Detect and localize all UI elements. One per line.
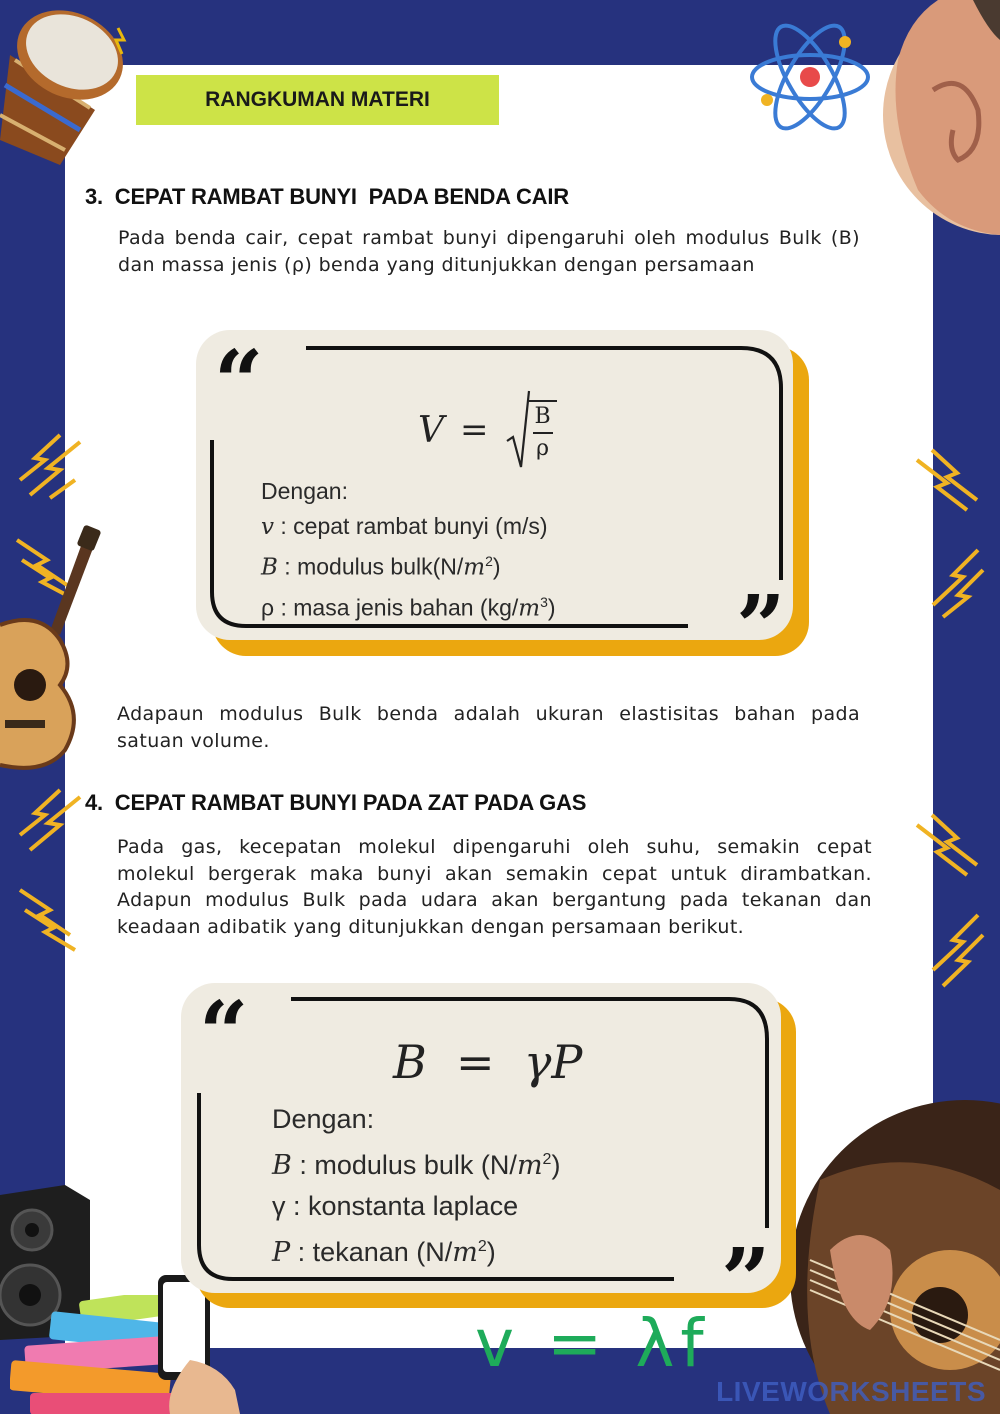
legend-exponent: 2 xyxy=(542,1150,552,1168)
bulk-velocity-formula xyxy=(418,385,557,475)
sqrt-icon xyxy=(505,389,531,471)
drum-icon xyxy=(0,0,135,175)
formula-denominator: ρ xyxy=(536,436,550,461)
legend-text: : cepat rambat bunyi (m/s) xyxy=(274,512,548,539)
section-4-intro: Pada gas, kecepatan molekul dipengaruhi oleh suhu, semakin cepat molekul bergerak maka bunyi akan semakin cepat untuk dirambatkan. Adapun modulus Bulk pada udara akan bergantung pada tekanan dan keadaan adibatik yang ditunjukkan dengan persamaan berikut. xyxy=(117,836,872,938)
legend-text: : modulus bulk (N/ xyxy=(291,1149,517,1180)
formula-numerator: B xyxy=(533,402,553,434)
lightning-icon xyxy=(15,785,90,855)
lightning-icon xyxy=(912,445,987,515)
section-3-intro: Pada benda cair, cepat rambat bunyi dipengaruhi oleh modulus Bulk (B) dan massa jenis (ρ) benda yang ditunjukkan dengan persamaan xyxy=(118,227,860,276)
formula-2-legend xyxy=(272,1099,560,1273)
ear-icon xyxy=(878,0,1000,240)
legend-line-pressure xyxy=(272,1227,560,1274)
legend-symbol: B xyxy=(272,1149,292,1181)
legend-title: Dengan: xyxy=(272,1104,375,1134)
close-quote-icon: ” xyxy=(736,577,786,640)
guitar-playing-icon xyxy=(790,1100,1000,1414)
section-banner: RANGKUMAN MATERI xyxy=(136,75,499,125)
legend-paren: ) xyxy=(551,1149,561,1180)
legend-exponent: 2 xyxy=(485,553,493,569)
legend-unit: m xyxy=(518,595,541,622)
formula-equals: = xyxy=(460,410,489,450)
legend-symbol: B xyxy=(261,554,278,581)
legend-title: Dengan: xyxy=(261,478,348,504)
open-quote-icon: “ xyxy=(199,983,249,1084)
section-4-heading: 4. CEPAT RAMBAT BUNYI PADA ZAT PADA GAS xyxy=(85,790,587,815)
lightning-icon xyxy=(15,880,85,955)
legend-unit: m xyxy=(463,554,486,581)
formula-card xyxy=(196,330,793,640)
legend-line-bulk xyxy=(272,1140,560,1187)
section-3-heading: 3. CEPAT RAMBAT BUNYI PADA BENDA CAIR xyxy=(85,184,569,209)
legend-text: : tekanan (N/ xyxy=(290,1236,453,1267)
legend-symbol: P xyxy=(272,1236,291,1268)
close-quote-icon: ” xyxy=(721,1230,771,1293)
legend-line-laplace: γ : konstanta laplace xyxy=(272,1191,519,1221)
section-3-outro: Adapaun modulus Bulk benda adalah ukuran elastisitas bahan pada satuan volume. xyxy=(117,703,860,752)
guitar-icon xyxy=(0,525,105,770)
formula-card xyxy=(181,983,781,1293)
legend-paren: ) xyxy=(486,1236,496,1267)
liveworksheets-watermark: LIVEWORKSHEETS xyxy=(716,1376,986,1407)
handwritten-wave-formula: v = λf xyxy=(475,1305,710,1382)
formula-1-legend xyxy=(261,474,556,626)
legend-text: : modulus bulk(N/ xyxy=(277,553,464,580)
open-quote-icon: “ xyxy=(214,332,264,433)
lightning-icon xyxy=(918,910,988,990)
formula-lhs: V xyxy=(418,409,444,451)
legend-line-density xyxy=(261,585,556,626)
lightning-icon xyxy=(918,545,988,620)
legend-line-bulk xyxy=(261,544,556,585)
legend-exponent: 3 xyxy=(540,594,548,611)
legend-unit: m xyxy=(452,1236,478,1268)
lightning-icon xyxy=(912,810,987,880)
lightning-icon xyxy=(15,430,90,500)
legend-unit: m xyxy=(516,1149,543,1181)
legend-symbol: v xyxy=(261,513,274,540)
legend-paren: ) xyxy=(547,594,556,621)
legend-exponent: 2 xyxy=(477,1237,487,1255)
legend-paren: ) xyxy=(492,553,501,580)
bulk-modulus-formula: B = γP xyxy=(393,1035,583,1089)
atom-icon xyxy=(745,20,875,135)
legend-line-velocity xyxy=(261,509,556,545)
legend-text: ρ : masa jenis bahan (kg/ xyxy=(261,594,519,621)
